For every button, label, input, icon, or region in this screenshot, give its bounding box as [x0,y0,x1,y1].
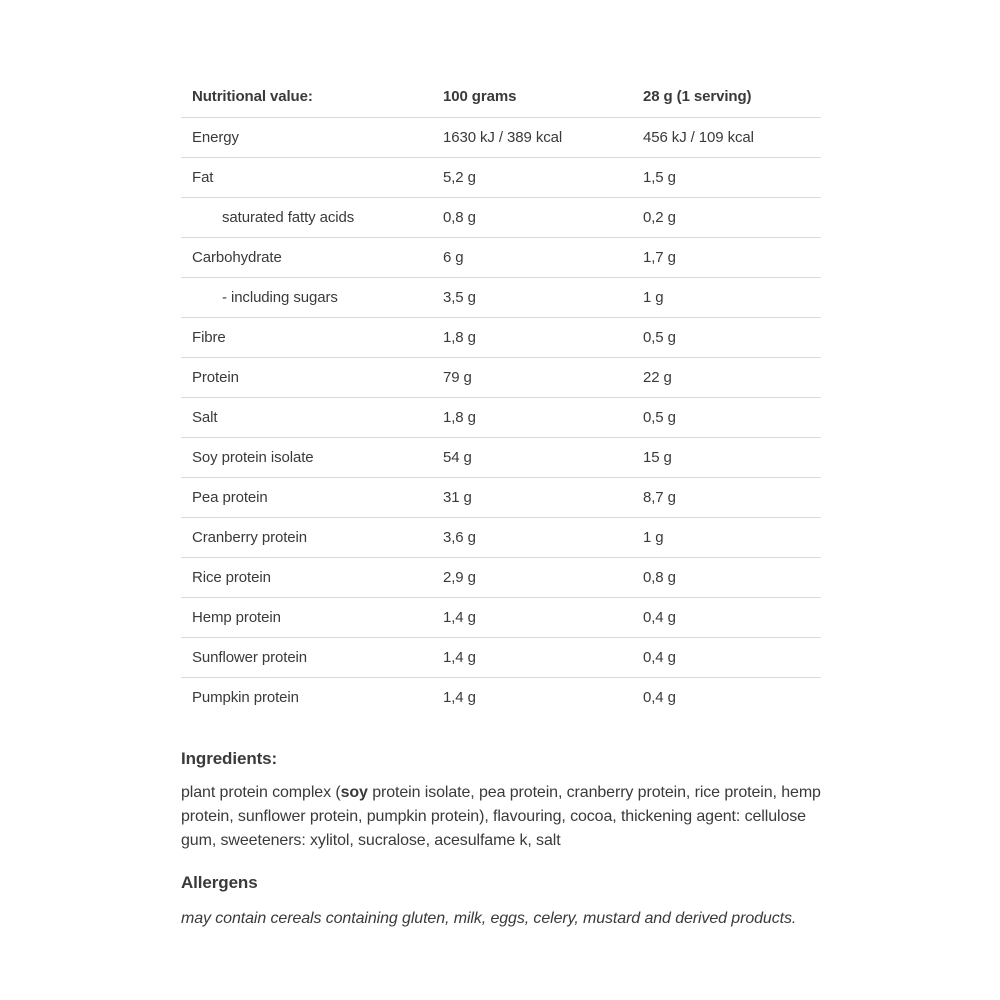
row-value-100g: 0,8 g [432,197,632,237]
row-label: Carbohydrate [181,237,432,277]
row-value-serving: 456 kJ / 109 kcal [632,117,821,157]
row-value-100g: 1,4 g [432,637,632,677]
row-label: Salt [181,397,432,437]
table-row [181,557,821,597]
row-value-100g: 3,6 g [432,517,632,557]
row-value-serving: 0,4 g [643,688,676,706]
row-label: Cranberry protein [181,517,432,557]
table-row [181,277,821,317]
row-value-serving: 15 g [632,437,821,477]
table-row [181,197,821,237]
row-label: Pea protein [181,477,432,517]
row-value-serving: 0,5 g [632,397,821,437]
row-value-serving: 0,2 g [632,197,821,237]
row-label: Rice protein [181,557,432,597]
nutrition-table [181,77,821,717]
allergens-text: may contain cereals containing gluten, milk, eggs, celery, mustard and derived products. [181,910,797,927]
row-label: Energy [181,117,432,157]
nutrition-table-body [181,117,821,717]
table-row [181,637,821,677]
row-label: Soy protein isolate [181,437,432,477]
row-value-serving: 1 g [632,277,821,317]
row-label: - including sugars [181,277,432,317]
row-label: Fat [181,157,432,197]
table-row [181,117,821,157]
row-value-serving: 0,5 g [632,317,821,357]
table-row [181,517,821,557]
row-label: Fibre [181,317,432,357]
row-value-100g: 31 g [432,477,632,517]
row-value-100g: 2,9 g [432,557,632,597]
row-value-serving: 22 g [632,357,821,397]
table-row [181,237,821,277]
ingredients-text [181,781,821,853]
table-row [181,597,821,637]
row-label: Protein [181,357,432,397]
row-value-100g: 1630 kJ / 389 kcal [432,117,632,157]
row-value-100g: 1,4 g [443,688,476,706]
table-row [181,357,821,397]
row-value-serving: 0,4 g [632,597,821,637]
row-label: Sunflower protein [181,637,432,677]
header-100-grams: 100 grams [432,77,632,117]
ingredients-heading: Ingredients: [181,749,278,768]
row-value-serving: 1,7 g [632,237,821,277]
row-value-100g: 6 g [432,237,632,277]
row-value-100g: 5,2 g [432,157,632,197]
row-label: Pumpkin protein [192,688,299,706]
table-header-row [181,77,821,117]
row-label: Hemp protein [181,597,432,637]
table-row [181,677,821,717]
ingredients-text-after-bold: protein isolate, pea protein, cranberry protein, rice protein, hemp protein, sunflower protein, pumpkin protein), flavouring, cocoa, thickening agent: cellulose gum, sweeteners: xylitol, sucralose, acesulfame k, salt [181,784,821,849]
row-value-serving: 1 g [632,517,821,557]
header-nutritional-value: Nutritional value: [181,77,432,117]
row-value-100g: 1,8 g [432,397,632,437]
table-row [181,157,821,197]
row-value-100g: 3,5 g [432,277,632,317]
table-row [181,437,821,477]
row-value-serving: 1,5 g [632,157,821,197]
header-per-serving: 28 g (1 serving) [632,77,821,117]
row-value-100g: 79 g [432,357,632,397]
nutrition-info-panel [181,77,821,931]
row-value-100g: 1,4 g [432,597,632,637]
table-row [181,317,821,357]
table-row [181,397,821,437]
row-value-serving: 0,8 g [632,557,821,597]
row-value-serving: 0,4 g [632,637,821,677]
table-row [181,477,821,517]
allergens-heading: Allergens [181,873,258,892]
row-value-serving: 8,7 g [632,477,821,517]
row-value-100g: 54 g [432,437,632,477]
row-value-100g: 1,8 g [432,317,632,357]
ingredients-bold-word: soy [340,784,368,801]
row-label: saturated fatty acids [181,197,432,237]
ingredients-text-before-bold: plant protein complex ( [181,784,341,801]
